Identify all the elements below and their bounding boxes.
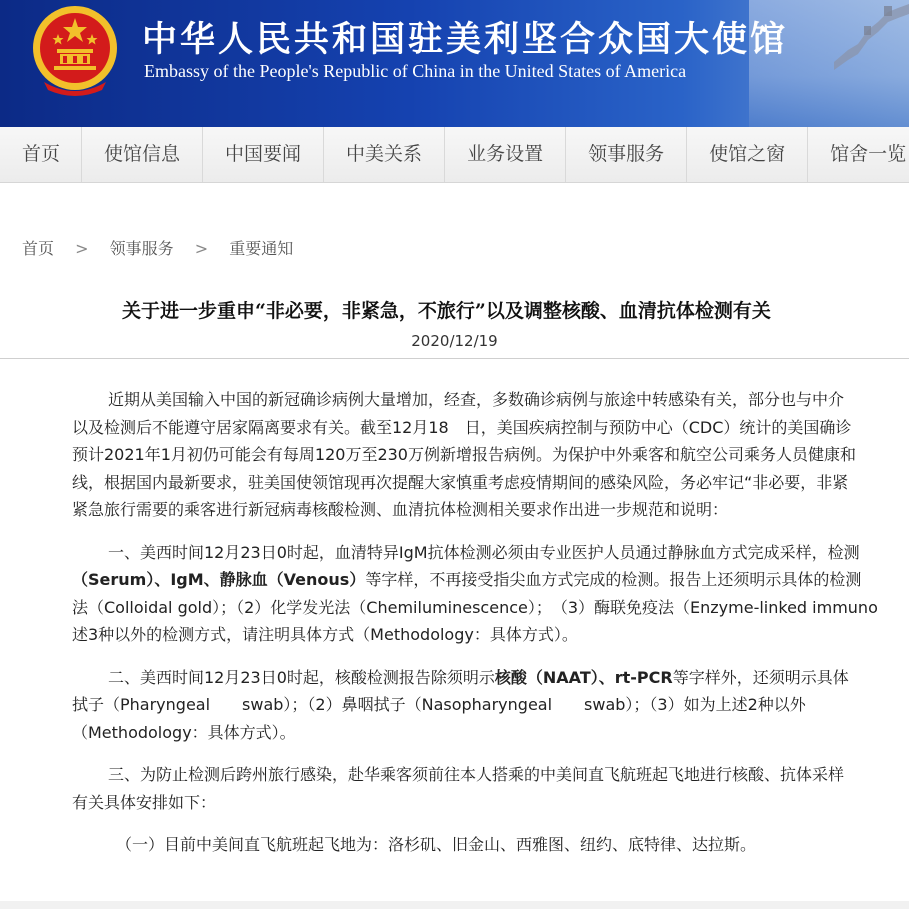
site-title-english: Embassy of the People's Republic of China in the United States of America bbox=[144, 61, 687, 81]
paragraph-line: 紧急旅行需要的乘客进行新冠病毒核酸检测、血清抗体检测相关要求作出进一步规范和说明： bbox=[72, 500, 729, 519]
bold-keywords: 核酸（NAAT）、rt-PCR bbox=[494, 667, 673, 687]
paragraph-line: 法（Colloidal gold）；（2）化学发光法（Chemiluminescence）； （3）酶联免疫法（Enzyme-linked immuno bbox=[72, 597, 878, 617]
paragraph-line: 三、为防止检测后跨州旅行感染，赴华乘客须前往本人搭乘的中美间直飞航班起飞地进行核酸、抗体采样 bbox=[108, 765, 845, 784]
site-header-banner bbox=[0, 0, 909, 127]
paragraph-line: 拭子（Pharyngeal swab）；（2）鼻咽拭子（Nasopharyngeal swab）；（3）如为上述2种以外 bbox=[72, 695, 806, 714]
nav-item-premises[interactable]: 馆舍一览 bbox=[808, 127, 909, 182]
nav-item-china-news[interactable]: 中国要闻 bbox=[203, 127, 324, 182]
nav-item-embassy-info[interactable]: 使馆信息 bbox=[82, 127, 203, 182]
breadcrumb-important-notices[interactable]: 重要通知 bbox=[229, 239, 294, 258]
breadcrumb-separator: > bbox=[194, 239, 209, 258]
article-body bbox=[72, 386, 909, 859]
breadcrumb-home[interactable]: 首页 bbox=[22, 239, 55, 258]
paragraph-nucleic-test bbox=[72, 664, 909, 747]
paragraph-line bbox=[72, 664, 909, 692]
paragraph-line: 有关具体安排如下： bbox=[72, 792, 217, 812]
paragraph-line: 近期从美国输入中国的新冠确诊病例大量增加，经查，多数确诊病例与旅途中转感染有关，部分也与中介 bbox=[108, 390, 845, 409]
paragraph-line: 预计2021年1月初仍可能会有每周120万至230万例新增报告病例。为保护中外乘客和航空公司乘务人员健康和 bbox=[72, 445, 856, 464]
breadcrumb bbox=[22, 236, 293, 259]
great-wall-icon bbox=[834, 0, 909, 70]
paragraph-flight-cities: （一）目前中美间直飞航班起飞地为：洛杉矶、旧金山、西雅图、纽约、底特律、达拉斯。 bbox=[116, 835, 757, 854]
paragraph-serum-test bbox=[72, 539, 909, 649]
site-title-chinese: 中华人民共和国驻美利坚合众国大使馆 bbox=[142, 19, 789, 60]
paragraph-line bbox=[72, 566, 909, 594]
nav-item-home[interactable]: 首页 bbox=[0, 127, 82, 182]
nav-item-china-us-relations[interactable]: 中美关系 bbox=[324, 127, 445, 182]
nav-item-consular-services[interactable]: 领事服务 bbox=[566, 127, 687, 182]
title-divider bbox=[0, 358, 909, 359]
breadcrumb-separator: > bbox=[75, 239, 89, 258]
paragraph-line: （Methodology：具体方式）。 bbox=[72, 722, 296, 742]
horizontal-scrollbar[interactable] bbox=[0, 901, 909, 909]
nav-item-departments[interactable]: 业务设置 bbox=[445, 127, 566, 182]
bold-keywords: （Serum）、IgM、静脉血（Venous） bbox=[72, 570, 366, 589]
main-nav bbox=[0, 127, 909, 183]
paragraph-text: 等字样外，还须明示具体 bbox=[672, 667, 849, 687]
breadcrumb-consular-services[interactable]: 领事服务 bbox=[109, 239, 174, 258]
paragraph-text: 二、美西时间12月23日0时起，核酸检测报告除须明示 bbox=[108, 667, 495, 687]
paragraph-line: 一、美西时间12月23日0时起，血清特异IgM抗体检测必须由专业医护人员通过静脉血方式完成采样，检测 bbox=[108, 542, 860, 562]
national-emblem-icon bbox=[30, 4, 120, 96]
paragraph-line: 述3种以外的检测方式，请注明具体方式（Methodology：具体方式）。 bbox=[72, 625, 578, 644]
paragraph-sampling-location bbox=[72, 761, 909, 816]
nav-item-embassy-window[interactable]: 使馆之窗 bbox=[687, 127, 808, 182]
paragraph-line: 线，根据国内最新要求，驻美国使领馆现再次提醒大家慎重考虑疫情期间的感染风险，务必牢记“非必要，非紧 bbox=[72, 472, 849, 492]
paragraph-intro bbox=[72, 386, 909, 524]
paragraph-line: 以及检测后不能遵守居家隔离要求有关。截至12月18 日，美国疾病控制与预防中心（CDC）统计的美国确诊 bbox=[72, 417, 852, 437]
article-date: 2020/12/19 bbox=[411, 332, 498, 350]
paragraph-text: 等字样，不再接受指尖血方式完成的检测。报告上还须明示具体的检测 bbox=[365, 570, 862, 589]
article-title: 关于进一步重申“非必要，非紧急，不旅行”以及调整核酸、血清抗体检测有关 bbox=[122, 300, 771, 322]
